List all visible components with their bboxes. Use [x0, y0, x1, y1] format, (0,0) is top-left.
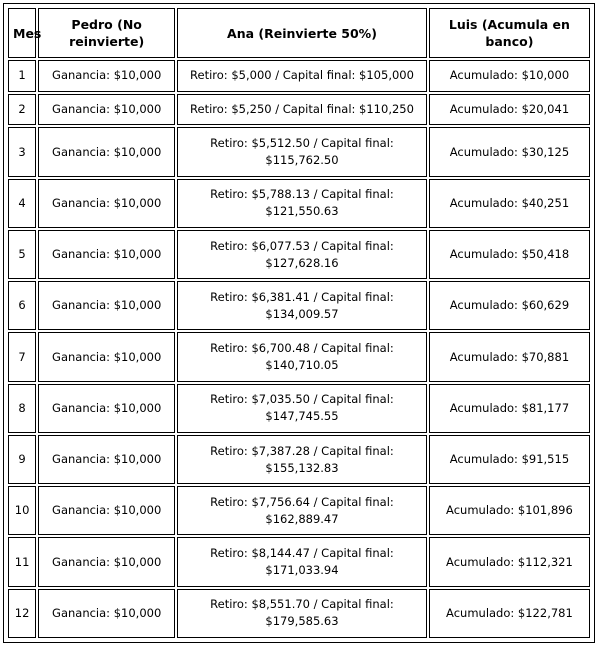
table-row: [8, 486, 590, 535]
cell-luis: Acumulado: $40,251: [429, 179, 590, 228]
cell-month: 5: [8, 230, 36, 279]
cell-month: 2: [8, 94, 36, 126]
cell-month: 11: [8, 537, 36, 586]
table-row: [8, 537, 590, 586]
table-row: [8, 589, 590, 638]
table-row: [8, 384, 590, 433]
header-ana: Ana (Reinvierte 50%): [177, 8, 427, 58]
cell-ana: Retiro: $5,000 / Capital final: $105,000: [177, 60, 427, 92]
cell-month: 4: [8, 179, 36, 228]
cell-luis: Acumulado: $20,041: [429, 94, 590, 126]
cell-month: 3: [8, 127, 36, 176]
cell-ana: Retiro: $7,035.50 / Capital final: $147,745.55: [177, 384, 427, 433]
cell-luis: Acumulado: $30,125: [429, 127, 590, 176]
table-row: [8, 230, 590, 279]
cell-ana: Retiro: $5,512.50 / Capital final: $115,762.50: [177, 127, 427, 176]
cell-luis: Acumulado: $70,881: [429, 332, 590, 381]
cell-ana: Retiro: $8,551.70 / Capital final: $179,585.63: [177, 589, 427, 638]
table-row: [8, 332, 590, 381]
cell-month: 6: [8, 281, 36, 330]
cell-pedro: Ganancia: $10,000: [38, 94, 175, 126]
cell-ana: Retiro: $5,250 / Capital final: $110,250: [177, 94, 427, 126]
cell-pedro: Ganancia: $10,000: [38, 332, 175, 381]
cell-pedro: Ganancia: $10,000: [38, 179, 175, 228]
cell-month: 12: [8, 589, 36, 638]
header-luis: Luis (Acumula en banco): [429, 8, 590, 58]
table-row: [8, 435, 590, 484]
table-header: [8, 8, 590, 58]
table-row: [8, 179, 590, 228]
cell-ana: Retiro: $5,788.13 / Capital final: $121,550.63: [177, 179, 427, 228]
cell-luis: Acumulado: $81,177: [429, 384, 590, 433]
cell-ana: Retiro: $7,756.64 / Capital final: $162,889.47: [177, 486, 427, 535]
header-row: [8, 8, 590, 58]
cell-luis: Acumulado: $101,896: [429, 486, 590, 535]
cell-pedro: Ganancia: $10,000: [38, 281, 175, 330]
cell-luis: Acumulado: $10,000: [429, 60, 590, 92]
cell-luis: Acumulado: $50,418: [429, 230, 590, 279]
cell-luis: Acumulado: $91,515: [429, 435, 590, 484]
investment-comparison-table: [6, 6, 592, 640]
cell-ana: Retiro: $8,144.47 / Capital final: $171,033.94: [177, 537, 427, 586]
cell-pedro: Ganancia: $10,000: [38, 537, 175, 586]
cell-pedro: Ganancia: $10,000: [38, 127, 175, 176]
cell-month: 7: [8, 332, 36, 381]
cell-ana: Retiro: $6,700.48 / Capital final: $140,710.05: [177, 332, 427, 381]
cell-pedro: Ganancia: $10,000: [38, 486, 175, 535]
cell-ana: Retiro: $6,077.53 / Capital final: $127,628.16: [177, 230, 427, 279]
cell-ana: Retiro: $6,381.41 / Capital final: $134,009.57: [177, 281, 427, 330]
cell-ana: Retiro: $7,387.28 / Capital final: $155,132.83: [177, 435, 427, 484]
cell-pedro: Ganancia: $10,000: [38, 589, 175, 638]
cell-month: 1: [8, 60, 36, 92]
cell-month: 9: [8, 435, 36, 484]
header-pedro: Pedro (No reinvierte): [38, 8, 175, 58]
cell-pedro: Ganancia: $10,000: [38, 230, 175, 279]
cell-luis: Acumulado: $60,629: [429, 281, 590, 330]
table-row: [8, 127, 590, 176]
cell-pedro: Ganancia: $10,000: [38, 435, 175, 484]
cell-pedro: Ganancia: $10,000: [38, 384, 175, 433]
table-row: [8, 94, 590, 126]
table-row: [8, 281, 590, 330]
cell-pedro: Ganancia: $10,000: [38, 60, 175, 92]
cell-month: 10: [8, 486, 36, 535]
cell-luis: Acumulado: $122,781: [429, 589, 590, 638]
header-month: Mes: [8, 8, 36, 58]
table-row: [8, 60, 590, 92]
cell-luis: Acumulado: $112,321: [429, 537, 590, 586]
investment-comparison-table-frame: [3, 3, 595, 643]
table-body: [8, 60, 590, 638]
cell-month: 8: [8, 384, 36, 433]
